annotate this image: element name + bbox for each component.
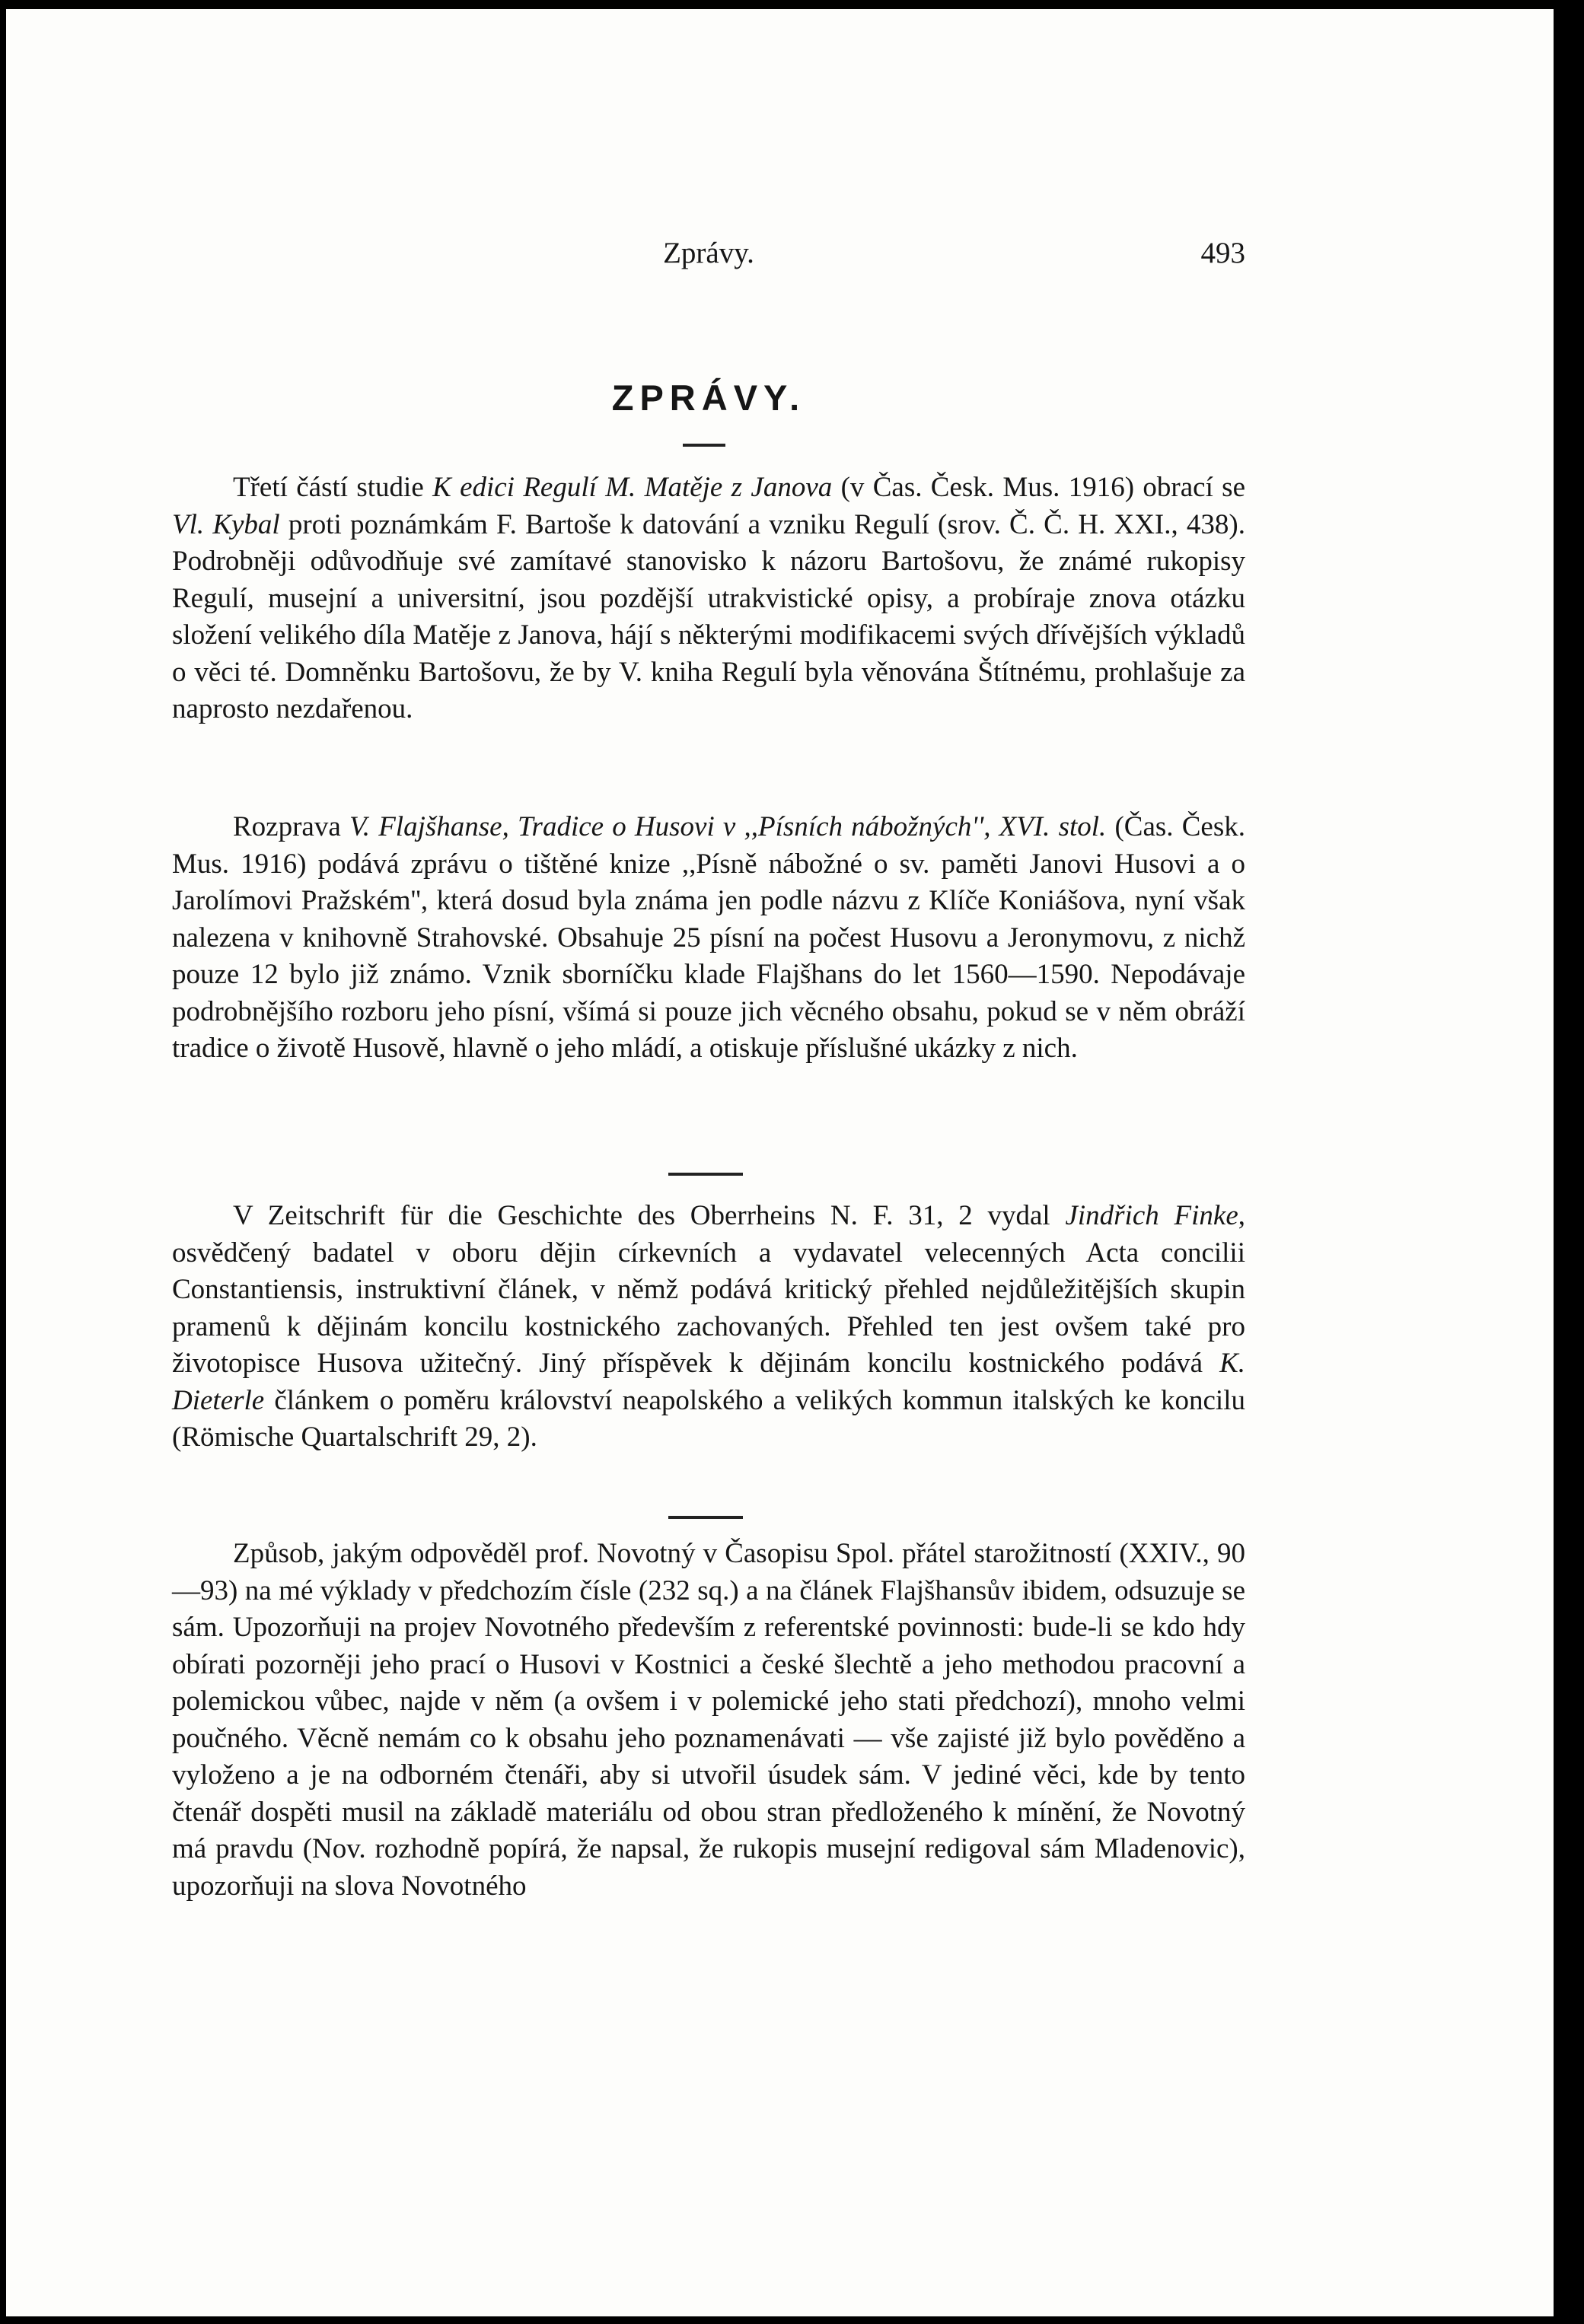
- paragraph-2-title: V. Flajšhanse, Tradice o Husovi v ,,Písních nábožných'', XVI. stol.: [349, 811, 1107, 842]
- paragraph-1-author: Vl. Kybal: [172, 508, 280, 540]
- paragraph-1-block: [172, 470, 1245, 728]
- paragraph-2-text: Rozprava: [233, 811, 349, 842]
- paragraph-3-text-3: článkem o poměru království neapolského a velikých kommun italských ke koncilu (Römische Quartalschrift 29, 2).: [172, 1384, 1245, 1453]
- paragraph-3-author-2: K. Dieterle: [172, 1348, 1245, 1416]
- scan-border-right: [1554, 0, 1584, 2324]
- separator-rule-2: [668, 1516, 743, 1519]
- paragraph-1-text-3: proti poznámkám F. Bartoše k datování a vzniku Regulí (srov. Č. Č. H. XXI., 438). Podrobněji odůvodňuje své zamítavé stanovisko k názoru Bartošovu, že známé rukopisy Regulí, musejní a universitní, jsou pozdější utrakvistické opisy, a probíraje znova otázku složení velikého díla Matěje z Janova, hájí s některými modifikacemi svých dřívějších výkladů o věci té. Domněnku Bartošovu, že by V. kniha Regulí byla věnována Štítnému, prohlašuje za naprosto nezdařenou.: [172, 508, 1245, 724]
- paragraph-1-text: Třetí částí studie: [233, 472, 433, 503]
- paragraph-1-text-2: (v Čas. Česk. Mus. 1916) obrací se: [832, 472, 1245, 503]
- paragraph-2: [172, 809, 1245, 1068]
- paragraph-4-text: Způsob, jakým odpověděl prof. Novotný v Časopisu Spol. přátel starožitností (XXIV., 90—93) na mé výklady v předchozím čísle (232 sq.) a na článek Flajšhansův ibidem, odsuzuje se sám. Upozorňuji na projev Novotného především z referentské povinnosti: bude-li se kdo hdy obírati pozorněji jeho prací o Husovi v Kostnici a české šlechtě a jeho methodou pracovní a polemickou vůbec, najde v něm (a ovšem i v polemické jeho stati předchozí), mnoho velmi poučného. Věcně nemám co k obsahu jeho poznamenávati — vše zajisté již bylo pověděno a vyloženo a je na odborném čtenáři, aby si utvořil úsudek sám. V jediné věci, kde by tento čtenář dospěti musil na základě materiálu od obou stran předloženého k mínění, že Novotný má pravdu (Nov. rozhodně popírá, že napsal, že rukopis musejní redigoval sám Mladenovic), upozorňuji na slova Novotného: [172, 1538, 1245, 1902]
- paragraph-4-block: [172, 1536, 1245, 1905]
- paragraph-4: [172, 1536, 1245, 1905]
- paragraph-3-text-2: , osvědčený badatel v oboru dějin církevních a vydavatel velecenných Acta concilii Constantiensis, instruktivní článek, v němž podává kritický přehled nejdůležitějších skupin pramenů k dějinám koncilu kostnického zachovaných. Přehled ten jest ovšem také pro životopisce Husova užitečný. Jiný příspěvek k dějinám koncilu kostnického podává: [172, 1200, 1245, 1379]
- scan-border-bottom: [0, 2316, 1584, 2324]
- running-title: Zprávy.: [663, 237, 754, 269]
- paragraph-3: [172, 1198, 1245, 1456]
- running-head: [172, 236, 1245, 274]
- paragraph-2-block: [172, 809, 1245, 1068]
- paragraph-1: [172, 470, 1245, 728]
- title-rule: [683, 444, 725, 447]
- paragraph-2-text-2: (Čas. Česk. Mus. 1916) podává zprávu o tištěné knize ,,Písně nábožné o sv. paměti Janovi Husovi a o Jarolímovi Pražském'', která dosud byla známa jen podle názvu z Klíče Koniášova, nyní však nalezena v knihovně Strahovské. Obsahuje 25 písní na počest Husovu a Jeronymovu, z nichž pouze 12 bylo již známo. Vznik sborníčku klade Flajšhans do let 1560—1590. Nepodávaje podrobnějšího rozboru jeho písní, všímá si pouze jich věcného obsahu, pokud se v něm obráží tradice o životě Husově, hlavně o jeho mládí, a otiskuje příslušné ukázky z nich.: [172, 811, 1245, 1064]
- paragraph-1-title: K edici Regulí M. Matěje z Janova: [432, 472, 833, 503]
- page-number: 493: [1200, 237, 1245, 269]
- paragraph-3-block: [172, 1198, 1245, 1456]
- separator-rule-1: [668, 1173, 743, 1176]
- paragraph-3-text: V Zeitschrift für die Geschichte des Oberrheins N. F. 31, 2 vydal: [233, 1200, 1066, 1231]
- paragraph-3-author: Jindřich Finke: [1065, 1200, 1238, 1231]
- document-page: [6, 9, 1554, 2324]
- section-title: ZPRÁVY.: [611, 377, 806, 418]
